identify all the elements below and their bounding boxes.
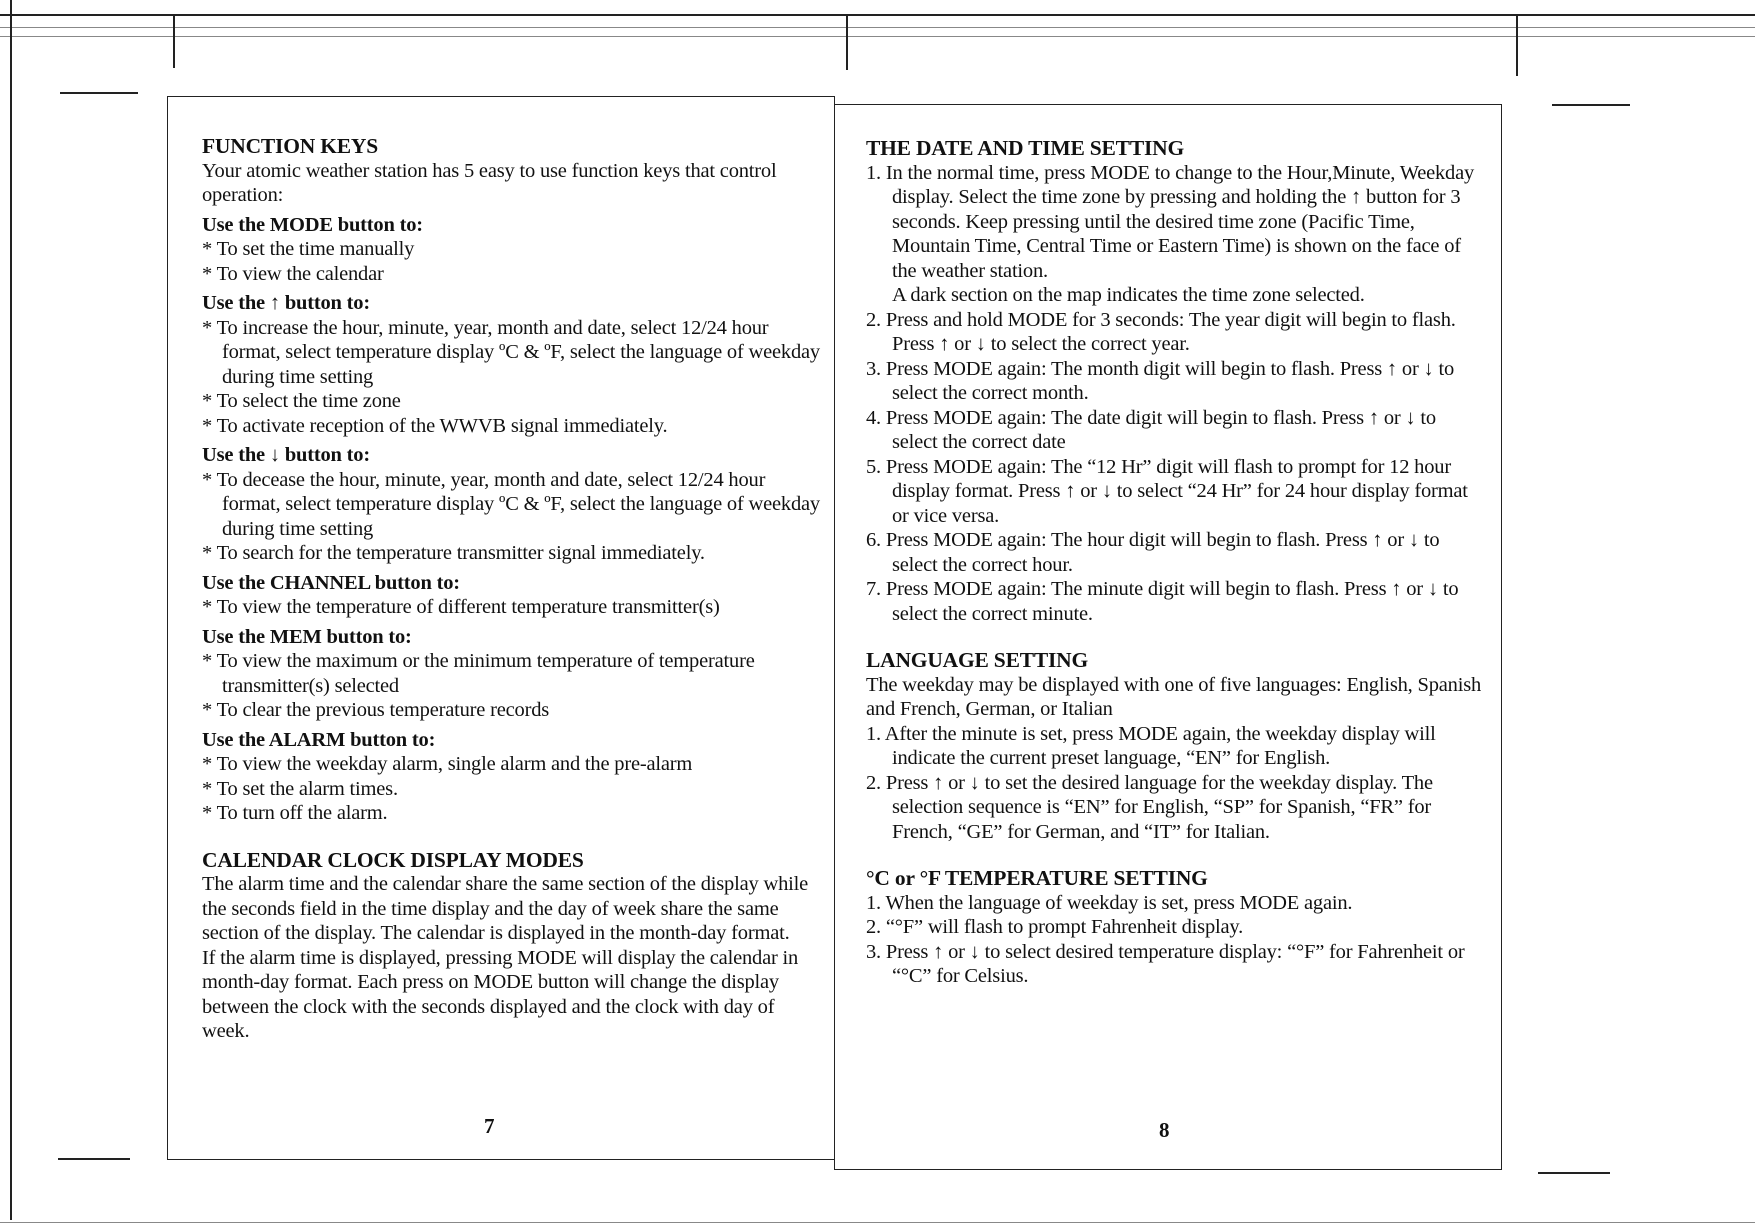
up-item: * To activate reception of the WWVB signal immediately. bbox=[202, 414, 668, 437]
alarm-item: * To view the weekday alarm, single alarm and the pre-alarm bbox=[202, 753, 693, 775]
date-time-step: 7. Press MODE again: The minute digit will begin to flash. Press ↑ or ↓ to select the correct minute. bbox=[866, 578, 1459, 625]
alarm-button-heading: Use the ALARM button to: bbox=[202, 728, 436, 751]
channel-button-heading: Use the CHANNEL button to: bbox=[202, 571, 460, 594]
date-time-step: 6. Press MODE again: The hour digit will begin to flash. Press ↑ or ↓ to select the correct hour. bbox=[866, 529, 1440, 576]
down-button-heading: Use the ↓ button to: bbox=[202, 444, 370, 466]
date-time-step: 4. Press MODE again: The date digit will begin to flash. Press ↑ or ↓ to select the correct date bbox=[866, 406, 1436, 453]
alarm-item: * To turn off the alarm. bbox=[202, 802, 388, 824]
date-time-step: 2. Press and hold MODE for 3 seconds: The year digit will begin to flash. Press ↑ or ↓ to select the correct year. bbox=[866, 308, 1456, 355]
mem-item: * To view the maximum or the minimum temperature of temperature transmitter(s) selected bbox=[202, 650, 755, 697]
crop-mark-top-center bbox=[846, 16, 848, 70]
up-button-heading: Use the ↑ button to: bbox=[202, 292, 370, 314]
mode-button-heading: Use the MODE button to: bbox=[202, 213, 423, 236]
temperature-heading: °C or °F TEMPERATURE SETTING bbox=[866, 866, 1208, 890]
language-heading: LANGUAGE SETTING bbox=[866, 648, 1089, 672]
temperature-step: 3. Press ↑ or ↓ to select desired temperature display: “°F” for Fahrenheit or “°C” for Celsius. bbox=[866, 940, 1465, 987]
calendar-paragraph: If the alarm time is displayed, pressing MODE will display the calendar in month-day format. Each press on MODE button will change the display between the clock with the seconds displayed and the clock with day of week. bbox=[202, 946, 799, 1042]
top-double-line bbox=[0, 27, 1755, 28]
mode-item: * To set the time manually bbox=[202, 238, 415, 260]
mode-item: * To view the calendar bbox=[202, 262, 384, 285]
date-time-heading: THE DATE AND TIME SETTING bbox=[866, 136, 1184, 160]
mem-button-heading: Use the MEM button to: bbox=[202, 625, 412, 648]
crop-mark-left-upper bbox=[60, 92, 138, 94]
function-keys-heading: FUNCTION KEYS bbox=[202, 134, 378, 158]
page-number-7: 7 bbox=[484, 1114, 495, 1138]
crop-mark-left-lower bbox=[58, 1158, 130, 1160]
crop-mark-top-right bbox=[1516, 16, 1518, 76]
page-7-content bbox=[202, 134, 822, 1044]
temperature-step: 1. When the language of weekday is set, press MODE again. bbox=[866, 891, 1353, 914]
date-time-step-note: A dark section on the map indicates the time zone selected. bbox=[892, 284, 1365, 306]
date-time-step: 1. In the normal time, press MODE to change to the Hour,Minute, Weekday display. Select the time zone by pressing and holding the ↑ button for 3 seconds. Keep pressing until the desired time zone (Pacific Time, Mountain Time, Central Time or Eastern Time) is shown on the face of the weather station. bbox=[866, 161, 1475, 282]
date-time-step: 5. Press MODE again: The “12 Hr” digit will flash to prompt for 12 hour display format. Press ↑ or ↓ to select “24 Hr” for 24 hour display format or vice versa. bbox=[866, 455, 1468, 527]
language-intro: The weekday may be displayed with one of five languages: English, Spanish and French, German, or Italian bbox=[866, 673, 1482, 720]
up-item: * To select the time zone bbox=[202, 390, 401, 412]
down-item: * To decease the hour, minute, year, month and date, select 12/24 hour format, select temperature display ºC & ºF, select the language of weekday during time setting bbox=[202, 468, 820, 540]
calendar-paragraph: The alarm time and the calendar share the same section of the display while the seconds field in the time display and the day of week share the same section of the display. The calendar is displayed in the month-day format. bbox=[202, 873, 809, 944]
language-step: 1. After the minute is set, press MODE again, the weekday display will indicate the current preset language, “EN” for English. bbox=[866, 722, 1436, 769]
crop-mark-right-upper bbox=[1552, 104, 1630, 106]
mem-item: * To clear the previous temperature records bbox=[202, 699, 550, 721]
page-8-content bbox=[866, 136, 1486, 989]
alarm-item: * To set the alarm times. bbox=[202, 777, 398, 800]
bottom-thin-line bbox=[0, 1222, 1755, 1223]
crop-mark-right-lower bbox=[1538, 1172, 1610, 1174]
temperature-step: 2. “°F” will flash to prompt Fahrenheit display. bbox=[866, 916, 1244, 938]
left-edge-line bbox=[10, 0, 12, 1220]
calendar-heading: CALENDAR CLOCK DISPLAY MODES bbox=[202, 847, 584, 872]
date-time-step: 3. Press MODE again: The month digit will begin to flash. Press ↑ or ↓ to select the correct month. bbox=[866, 357, 1455, 404]
channel-item: * To view the temperature of different temperature transmitter(s) bbox=[202, 596, 720, 618]
function-keys-intro: Your atomic weather station has 5 easy to use function keys that control operation: bbox=[202, 159, 777, 206]
up-item: * To increase the hour, minute, year, month and date, select 12/24 hour format, select temperature display ºC & ºF, select the language of weekday during time setting bbox=[202, 316, 820, 388]
top-border-line bbox=[0, 14, 1755, 16]
top-thin-line bbox=[0, 36, 1755, 37]
page-number-8: 8 bbox=[1159, 1118, 1170, 1142]
crop-mark-top-left bbox=[173, 16, 175, 68]
language-step: 2. Press ↑ or ↓ to set the desired language for the weekday display. The selection sequence is “EN” for English, “SP” for Spanish, “FR” for French, “GE” for German, and “IT” for Italian. bbox=[866, 771, 1433, 843]
down-item: * To search for the temperature transmitter signal immediately. bbox=[202, 542, 705, 564]
